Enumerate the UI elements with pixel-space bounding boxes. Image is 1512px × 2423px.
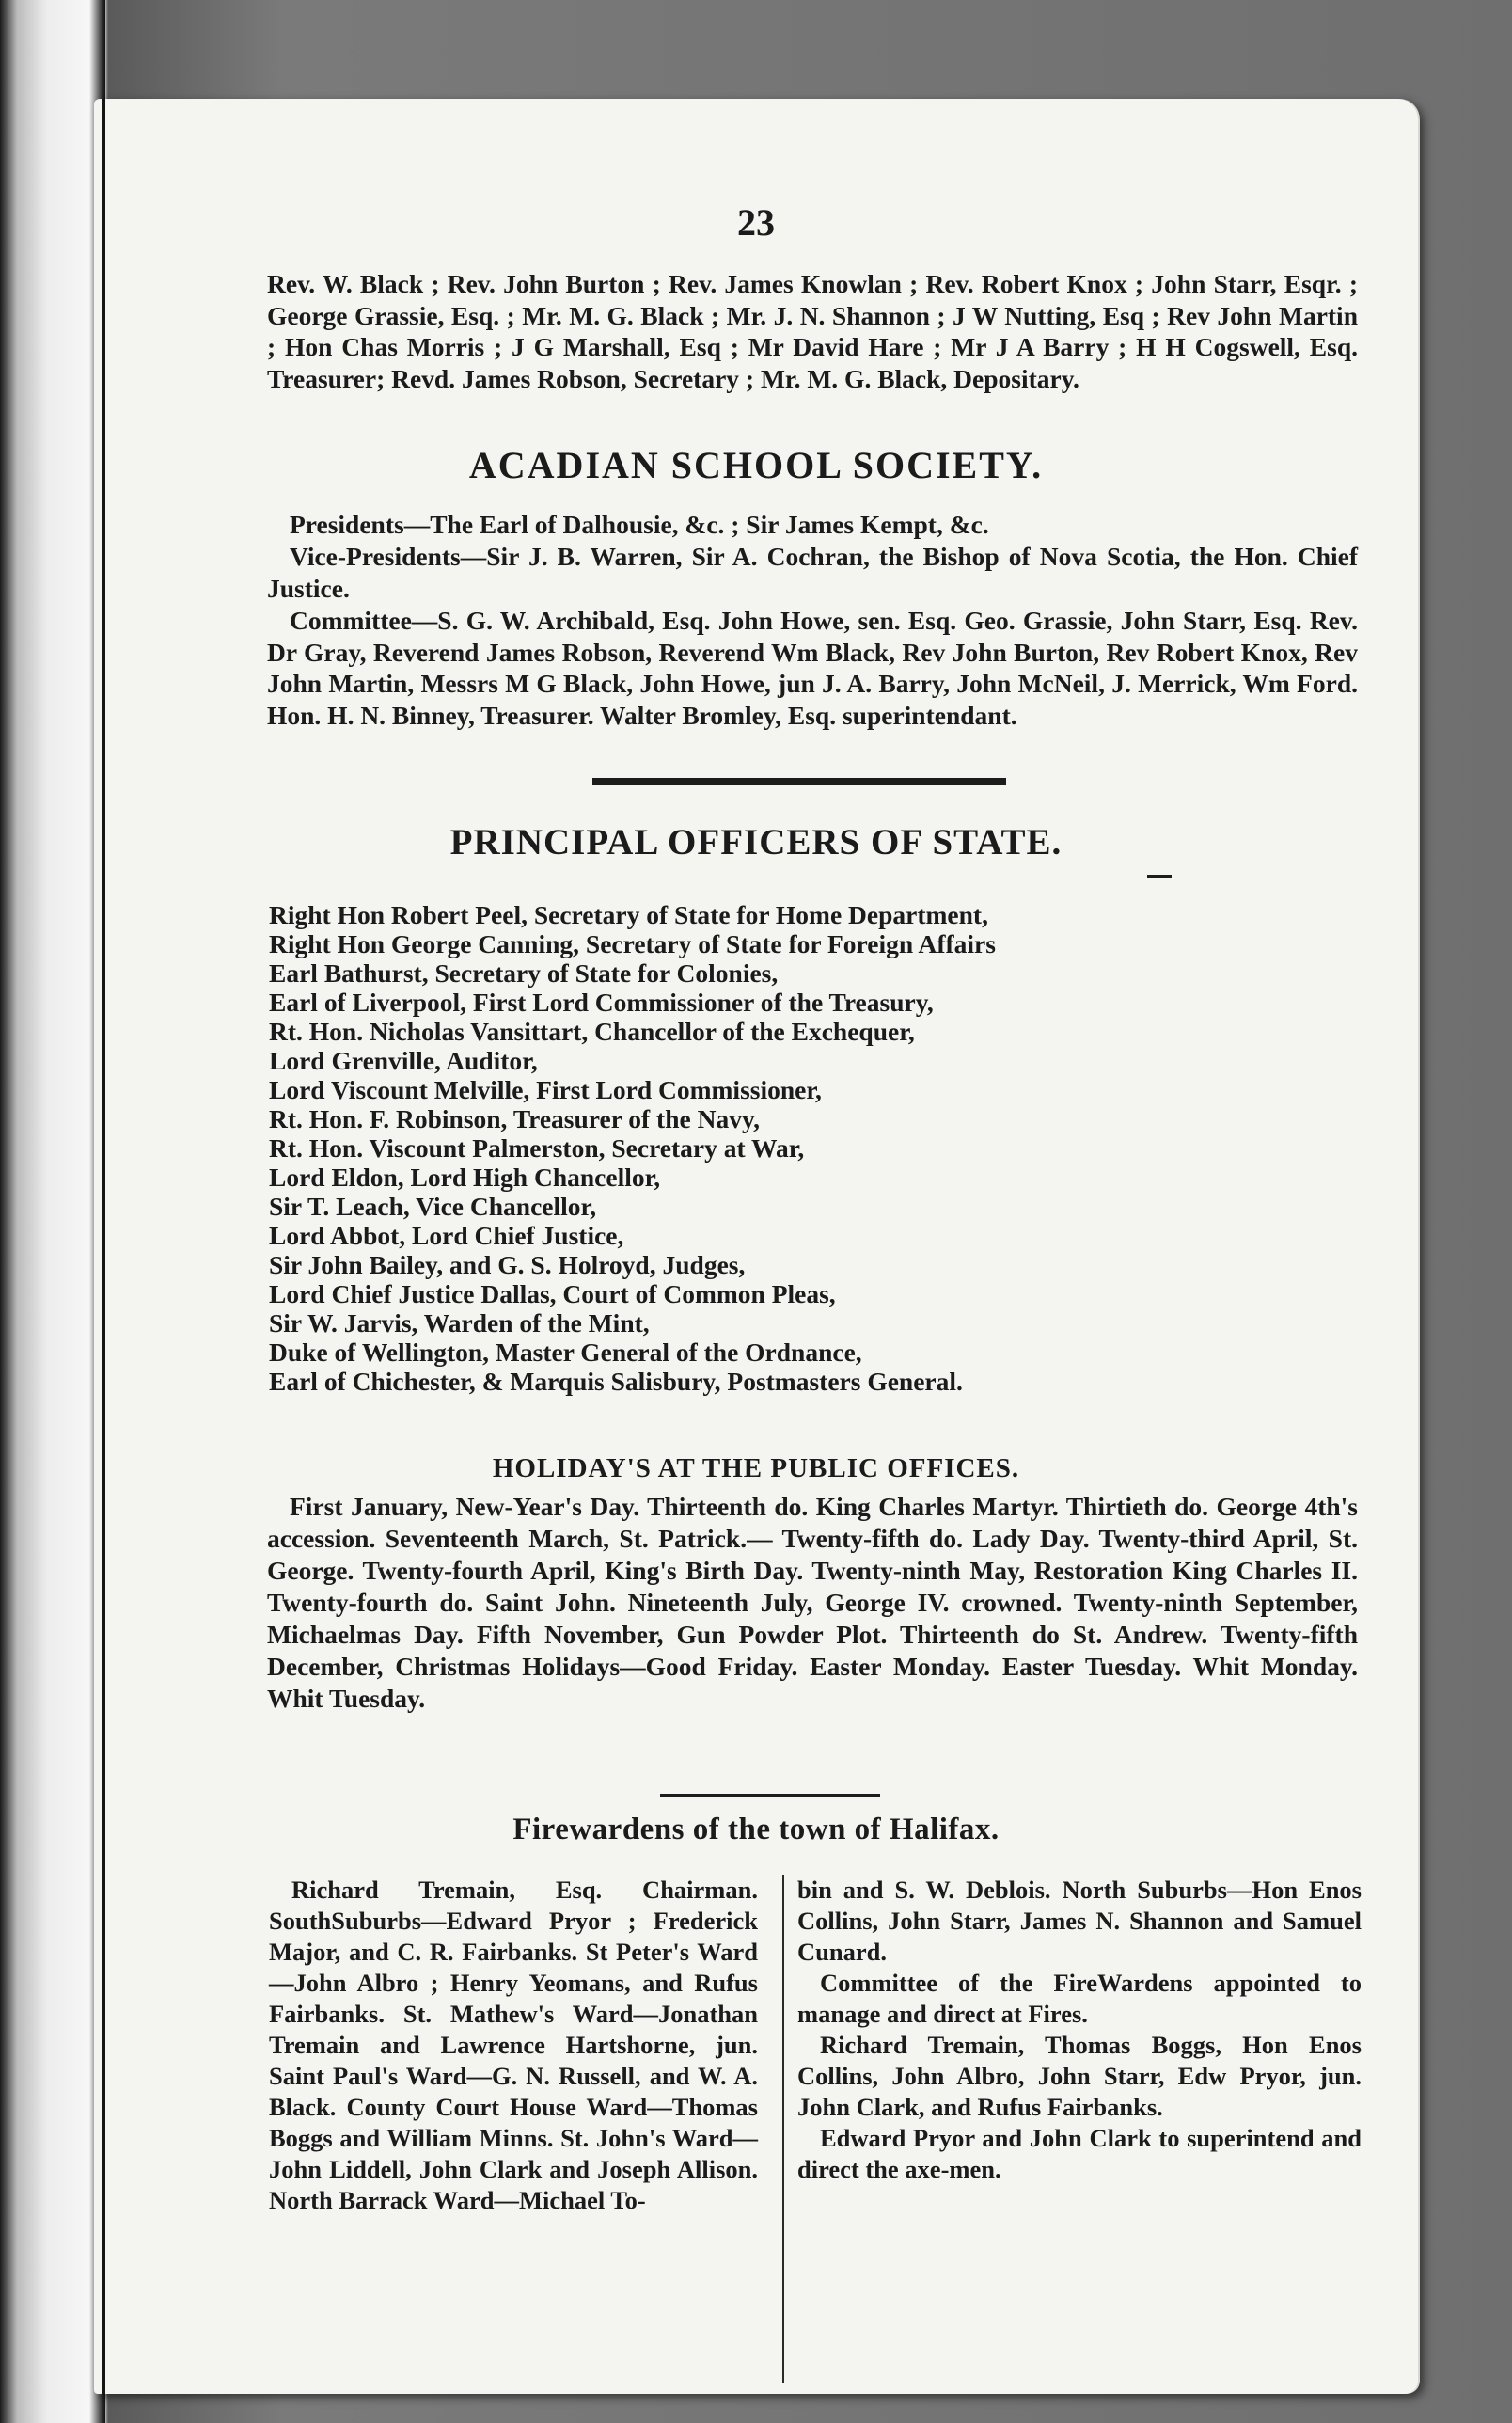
firewardens-committee-members: Richard Tremain, Thomas Boggs, Hon Enos Collins, John Albro, John Starr, Edw Pryor, jun. John Clark, and Rufus Fairbanks. [797,2031,1362,2121]
officer-line: Lord Viscount Melville, First Lord Commissioner, [269,1075,822,1104]
firewardens-axemen-note: Edward Pryor and John Clark to superintend and direct the axe-men. [797,2124,1362,2183]
acadian-heading: ACADIAN SCHOOL SOCIETY. [468,444,1044,486]
officer-line: Sir T. Leach, Vice Chancellor, [269,1192,597,1221]
officer-line: Earl of Liverpool, First Lord Commissioner of the Treasury, [269,988,934,1017]
book-page [94,99,1418,2394]
officer-line: Lord Grenville, Auditor, [269,1046,538,1075]
officer-line: Rt. Hon. F. Robinson, Treasurer of the Navy, [269,1104,761,1133]
firewardens-right-text: bin and S. W. Deblois. North Suburbs—Hon Enos Collins, John Starr, James N. Shannon and Samuel Cunard. [797,1876,1362,1966]
officer-line: Lord Abbot, Lord Chief Justice, [269,1221,624,1250]
officer-line: Right Hon George Canning, Secretary of State for Foreign Affairs [269,929,996,958]
acadian-vice-presidents: Vice-Presidents—Sir J. B. Warren, Sir A. Cochran, the Bishop of Nova Scotia, the Hon. Chief Justice. [267,542,1358,603]
page-number: 23 [737,201,775,244]
left-page-edge [0,0,105,2423]
officer-line: Rt. Hon. Nicholas Vansittart, Chancellor of the Exchequer, [269,1017,915,1046]
firewardens-left-column [269,1875,758,2216]
section-divider [592,778,1006,785]
firewardens-heading: Firewardens of the town of Halifax. [512,1813,1000,1846]
officer-line: Sir John Bailey, and G. S. Holroyd, Judges, [269,1250,746,1279]
firewardens-left-text: Richard Tremain, Esq. Chairman. SouthSuburbs—Edward Pryor ; Frederick Major, and C. R. Fairbanks. St Peter's Ward—John Albro ; Henry Yeomans, and Rufus Fairbanks. St. Mathew's Ward—Jonathan Tremain and Lawrence Hartshorne, jun. Saint Paul's Ward—G. N. Russell, and W. A. Black. County Court House Ward—Thomas Boggs and William Minns. St. John's Ward—John Liddell, John Clark and Joseph Allison. North Barrack Ward—Michael To- [269,1876,758,2214]
officer-line: Lord Chief Justice Dallas, Court of Common Pleas, [269,1279,836,1308]
officers-heading: PRINCIPAL OFFICERS OF STATE. [449,822,1063,863]
officer-line: Earl of Chichester, & Marquis Salisbury, Postmasters General. [269,1367,963,1396]
intro-paragraph: Rev. W. Black ; Rev. John Burton ; Rev. James Knowlan ; Rev. Robert Knox ; John Starr, Esqr. ; George Grassie, Esq. ; Mr. M. G. Black ; Mr. J. N. Shannon ; J W Nutting, Esq ; Rev John Martin ; Hon Chas Morris ; J G Marshall, Esq ; Mr David Hare ; Mr J A Barry ; H H Cogswell, Esq. Treasurer; Revd. James Robson, Secretary ; Mr. M. G. Black, Depositary. [267,269,1358,393]
column-divider [782,1875,784,2383]
acadian-committee: Committee—S. G. W. Archibald, Esq. John Howe, sen. Esq. Geo. Grassie, John Starr, Esq. Rev. Dr Gray, Reverend James Robson, Reverend Wm Black, Rev John Burton, Rev Robert Knox, Rev John Martin, Messrs M G Black, John Howe, jun J. A. Barry, John McNeil, J. Merrick, Wm Ford. Hon. H. N. Binney, Treasurer. Walter Bromley, Esq. superintendant. [267,606,1358,730]
officer-line: Duke of Wellington, Master General of the Ordnance, [269,1338,862,1367]
officer-line: Rt. Hon. Viscount Palmerston, Secretary at War, [269,1133,805,1163]
officer-line: Lord Eldon, Lord High Chancellor, [269,1163,661,1192]
officer-line: Sir W. Jarvis, Warden of the Mint, [269,1308,650,1338]
acadian-presidents: Presidents—The Earl of Dalhousie, &c. ; Sir James Kempt, &c. [290,510,989,539]
officer-line: Earl Bathurst, Secretary of State for Colonies, [269,958,779,988]
holidays-heading: HOLIDAY'S AT THE PUBLIC OFFICES. [492,1453,1020,1483]
firewardens-right-column [797,1875,1362,2185]
heading-dash [1147,875,1172,878]
firewardens-committee-title: Committee of the FireWardens appointed to manage and direct at Fires. [797,1969,1362,2028]
holidays-text: First January, New-Year's Day. Thirteenth do. King Charles Martyr. Thirtieth do. George 4th's accession. Seventeenth March, St. Patrick.— Twenty-fifth do. Lady Day. Twenty-third April, St. George. Twenty-fourth April, King's Birth Day. Twenty-ninth May, Restoration King Charles II. Twenty-fourth do. Saint John. Nineteenth July, George IV. crowned. Twenty-ninth September, Michaelmas Day. Fifth November, Gun Powder Plot. Thirteenth do St. Andrew. Twenty-fifth December, Christmas Holidays—Good Friday. Easter Monday. Easter Tuesday. Whit Monday. Whit Tuesday. [267,1492,1358,1713]
section-divider [660,1794,880,1797]
officer-line: Right Hon Robert Peel, Secretary of State for Home Department, [269,900,988,929]
